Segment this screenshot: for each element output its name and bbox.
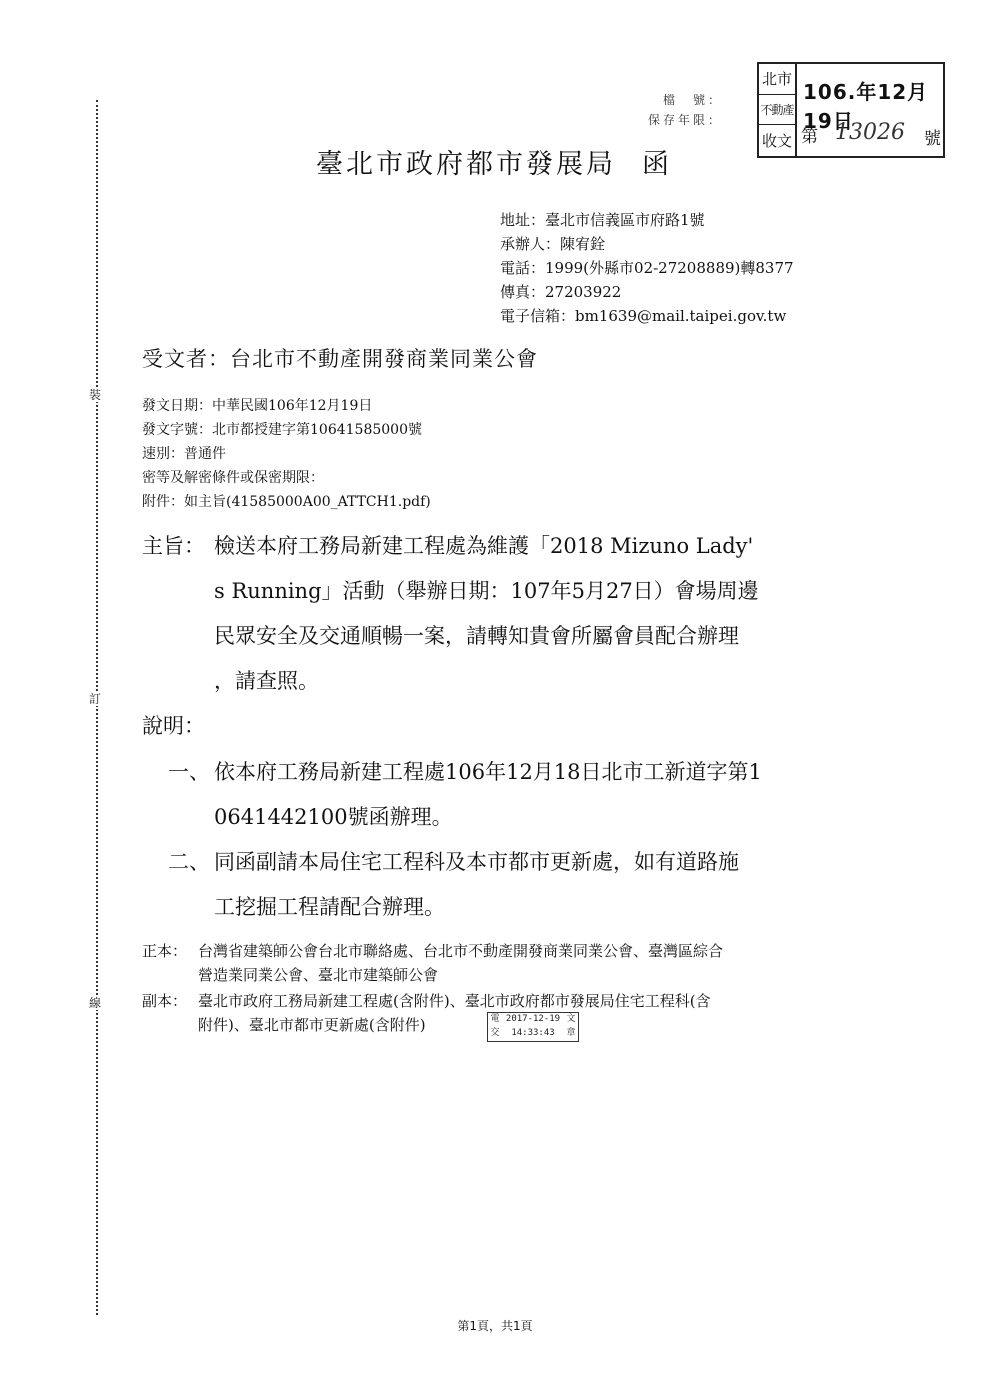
copy-recipients-line: 附件)、臺北市都市更新處(含附件) [198, 1016, 426, 1034]
file-meta [648, 90, 723, 130]
send-stamp-time: 14:33:43 [511, 1028, 555, 1038]
send-time-stamp [487, 1012, 579, 1042]
binding-dotted-line [96, 100, 98, 1315]
retention-label: 保存年限： [648, 113, 724, 127]
explanation-item-line: 0641442100號函辦理。 [214, 805, 453, 829]
contact-address: 地址：臺北市信義區市府路1號 [500, 211, 705, 229]
issue-number: 發文字號：北市都授建字第10641585000號 [142, 422, 422, 438]
explanation-item-line: 工挖掘工程請配合辦理。 [214, 895, 445, 919]
stamp-org-line1: 北市 [759, 64, 795, 95]
subject-line: 民眾安全及交通順暢一案，請轉知貴會所屬會員配合辦理 [214, 624, 739, 648]
stamp-org-line2: 不動產 [759, 95, 795, 126]
contact-block [500, 208, 794, 328]
issue-date: 發文日期：中華民國106年12月19日 [142, 398, 373, 414]
document-meta [142, 394, 431, 514]
page-number: 第1頁，共1頁 [457, 1319, 533, 1333]
file-number-label: 檔 號： [663, 93, 724, 107]
subject-line: 檢送本府工務局新建工程處為維護「2018 Mizuno Lady' [214, 534, 754, 558]
receipt-no-label: 第 [801, 127, 818, 147]
contact-email: 電子信箱：bm1639@mail.taipei.gov.tw [500, 307, 787, 325]
receipt-handwritten-number: 13026 [835, 120, 905, 145]
contact-fax: 傳真：27203922 [500, 283, 622, 301]
contact-handler: 承辦人：陳宥銓 [500, 235, 606, 253]
attachment: 附件：如主旨(41585000A00_ATTCH1.pdf) [142, 494, 431, 510]
send-stamp-date: 2017-12-19 [505, 1014, 561, 1024]
contact-phone: 電話：1999(外縣市02-27208889)轉8377 [500, 259, 794, 277]
binding-mark-top: 裝 [84, 388, 106, 402]
subject-line: s Running」活動（舉辦日期：107年5月27日）會場周邊 [214, 579, 759, 603]
explanation-item-line: 同函副請本局住宅工程科及本市都市更新處，如有道路施 [214, 850, 739, 874]
send-stamp-char: 電 [490, 1014, 500, 1024]
binding-mark-bottom: 線 [84, 996, 106, 1010]
delivery-speed: 速別：普通件 [142, 446, 226, 462]
send-stamp-char: 交 [490, 1028, 500, 1038]
issuing-organization: 臺北市政府都市發展局 [316, 149, 616, 180]
document-title [316, 142, 672, 181]
binding-mark-middle: 訂 [84, 692, 106, 706]
main-recipients-line: 台灣省建築師公會台北市聯絡處、台北市不動產開發商業同業公會、臺灣區綜合 [198, 942, 724, 960]
explanation-item-number: 二、 [168, 850, 210, 874]
receipt-stamp [757, 62, 945, 158]
receipt-no-suffix: 號 [924, 129, 941, 149]
receipt-stamp-org [759, 64, 797, 156]
stamp-org-line3: 收文 [761, 132, 792, 151]
explanation-label: 說明： [142, 714, 205, 738]
subject-label: 主旨： [142, 534, 205, 558]
subject-line: ，請查照。 [214, 669, 319, 693]
document-type: 函 [642, 149, 672, 180]
receipt-stamp-body [797, 64, 943, 156]
main-recipients-label: 正本： [142, 942, 188, 960]
explanation-item-number: 一、 [168, 760, 210, 784]
recipient: 受文者：台北市不動產開發商業同業公會 [142, 347, 538, 371]
secrecy-level: 密等及解密條件或保密期限： [142, 470, 324, 486]
copy-recipients-label: 副本： [142, 992, 188, 1010]
receipt-date: 106.年12月19日 [803, 80, 929, 133]
send-stamp-char: 文 [566, 1014, 576, 1024]
copy-recipients-line: 臺北市政府工務局新建工程處(含附件)、臺北市政府都市發展局住宅工程科(含 [198, 992, 711, 1010]
main-recipients-line: 營造業同業公會、臺北市建築師公會 [198, 966, 439, 984]
send-stamp-char: 章 [566, 1028, 576, 1038]
explanation-item-line: 依本府工務局新建工程處106年12月18日北市工新道字第1 [214, 760, 762, 784]
